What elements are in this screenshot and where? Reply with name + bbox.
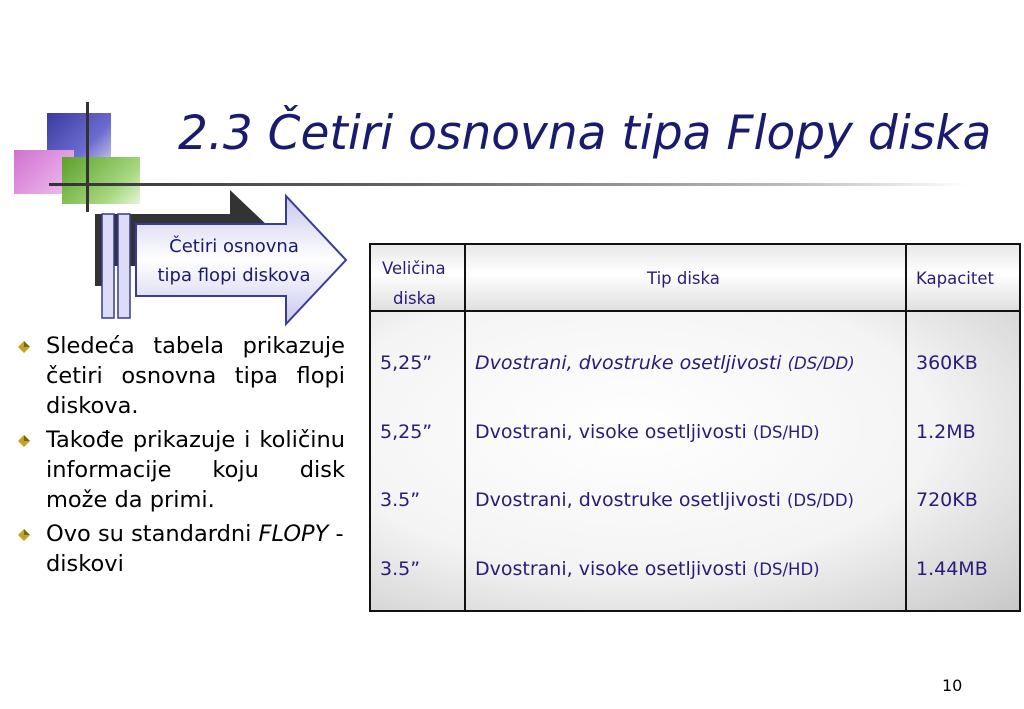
cell-type: [475, 421, 820, 443]
arrow-label: [134, 232, 334, 290]
cell-size: 3.5”: [380, 558, 421, 580]
bullet-list: [18, 331, 345, 583]
page-number: 10: [942, 676, 963, 695]
cell-size: 5,25”: [380, 352, 433, 374]
cell-type: [475, 352, 855, 374]
cell-capacity: 720KB: [916, 489, 978, 511]
header-size-line1: Veličina: [382, 259, 446, 278]
floppy-table: [369, 243, 1021, 612]
cell-type-code: (DS/DD): [786, 491, 854, 510]
arrow-label-line2: tipa flopi diskova: [157, 265, 311, 286]
cell-capacity: 1.44MB: [916, 558, 988, 580]
title-underline: [49, 183, 969, 186]
column-divider: [905, 245, 907, 610]
bullet-text: Takođe prikazuje i količinu informacije koju disk može da primi.: [46, 427, 345, 513]
cell-size: 3.5”: [380, 489, 421, 511]
bullet-text: Ovo su standardni: [46, 521, 259, 547]
arrow-label-line1: Četiri osnovna: [169, 236, 299, 257]
bullet-item: [18, 425, 345, 515]
bullet-text: - diskovi: [46, 521, 344, 577]
bullet-emphasis: FLOPY: [258, 521, 329, 547]
header-capacity: Kapacitet: [916, 269, 994, 288]
cell-type-text: Dvostrani, dvostruke osetljivosti: [475, 352, 782, 374]
cell-type-code: (DS/DD): [787, 354, 855, 373]
column-divider: [464, 245, 466, 610]
cell-type-code: (DS/HD): [752, 560, 820, 579]
cell-type: [475, 558, 820, 580]
bullet-diamond-icon: [18, 435, 30, 447]
decor-vertical-line: [86, 102, 89, 212]
header-size: [382, 254, 446, 314]
cell-type-code: (DS/HD): [752, 423, 820, 442]
cell-size: 5,25”: [380, 421, 433, 443]
cell-type: [475, 489, 854, 511]
bullet-item: [18, 519, 345, 579]
slide-title: 2.3 Četiri osnovna tipa Flopy diska: [178, 106, 992, 161]
cell-capacity: 1.2MB: [916, 421, 976, 443]
bullet-item: [18, 331, 345, 421]
header-size-line2: diska: [393, 289, 437, 308]
bullet-text: Sledeća tabela prikazuje četiri osnovna tipa flopi diskova.: [46, 333, 345, 419]
header-type: Tip diska: [647, 269, 720, 288]
cell-type-text: Dvostrani, dvostruke osetljivosti: [475, 489, 781, 511]
cell-capacity: 360KB: [916, 352, 978, 374]
cell-type-text: Dvostrani, visoke osetljivosti: [475, 421, 747, 443]
cell-type-text: Dvostrani, visoke osetljivosti: [475, 558, 747, 580]
bullet-diamond-icon: [18, 341, 30, 353]
bullet-diamond-icon: [18, 529, 30, 541]
